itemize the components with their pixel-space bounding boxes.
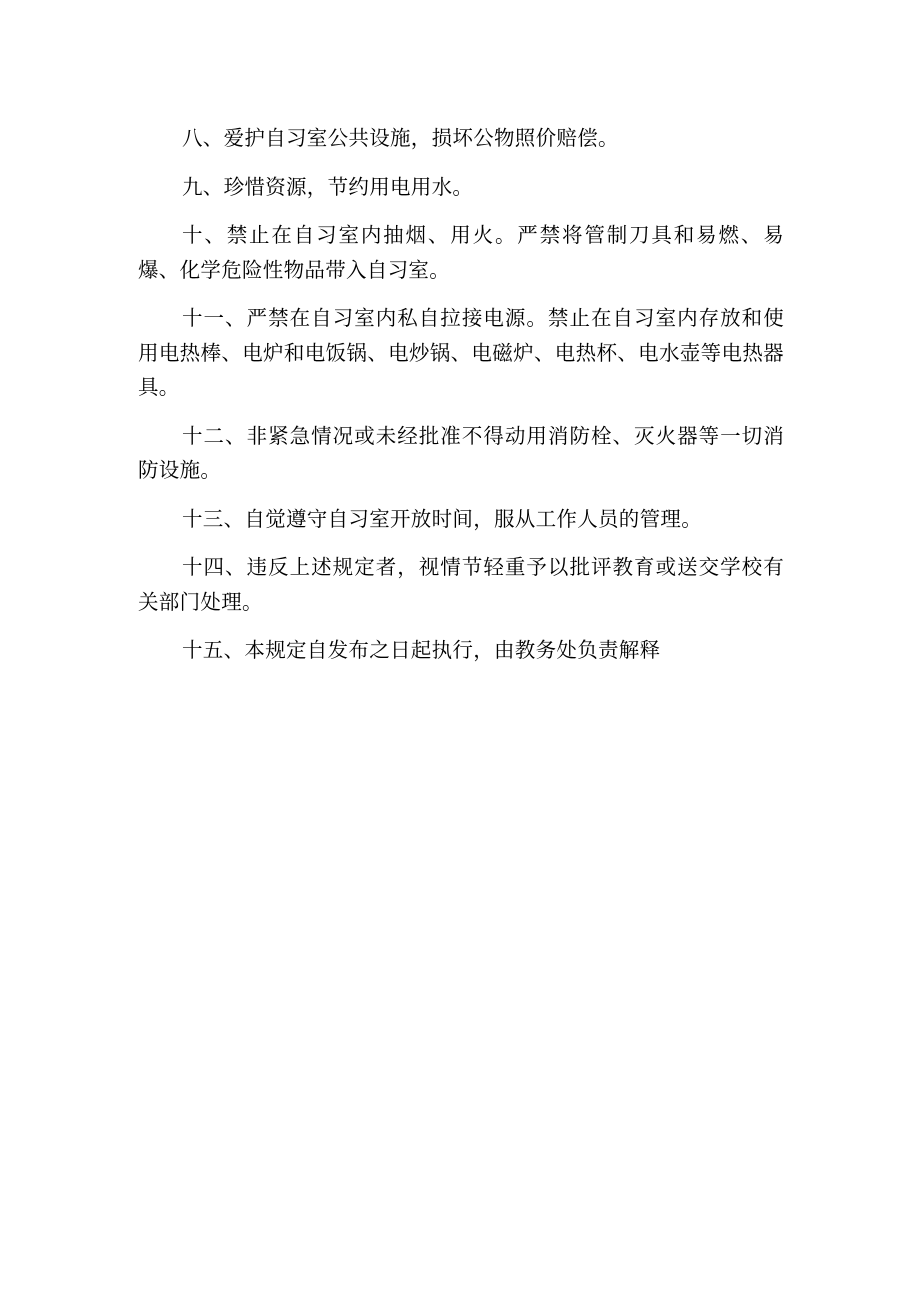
rule-paragraph-12: 十二、非紧急情况或未经批准不得动用消防栓、灭火器等一切消防设施。 [138, 423, 784, 482]
rule-paragraph-8: 八、爱护自习室公共设施，损坏公物照价赔偿。 [182, 126, 619, 150]
rule-paragraph-14: 十四、违反上述规定者，视情节轻重予以批评教育或送交学校有关部门处理。 [138, 555, 784, 614]
rule-paragraph-15: 十五、本规定自发布之日起执行，由教务处负责解释 [182, 638, 661, 662]
rule-paragraph-9: 九、珍惜资源，节约用电用水。 [182, 174, 474, 199]
document-body [138, 121, 784, 682]
rule-paragraph-11: 十一、严禁在自习室内私自拉接电源。禁止在自习室内存放和使用电热棒、电炉和电饭锅、电炒锅、电磁炉、电热杯、电水壶等电热器具。 [138, 306, 784, 399]
rule-paragraph-13: 十三、自觉遵守自习室开放时间，服从工作人员的管理。 [182, 506, 702, 531]
rule-paragraph-10: 十、禁止在自习室内抽烟、用火。严禁将管制刀具和易燃、易爆、化学危险性物品带入自习室。 [138, 223, 784, 282]
